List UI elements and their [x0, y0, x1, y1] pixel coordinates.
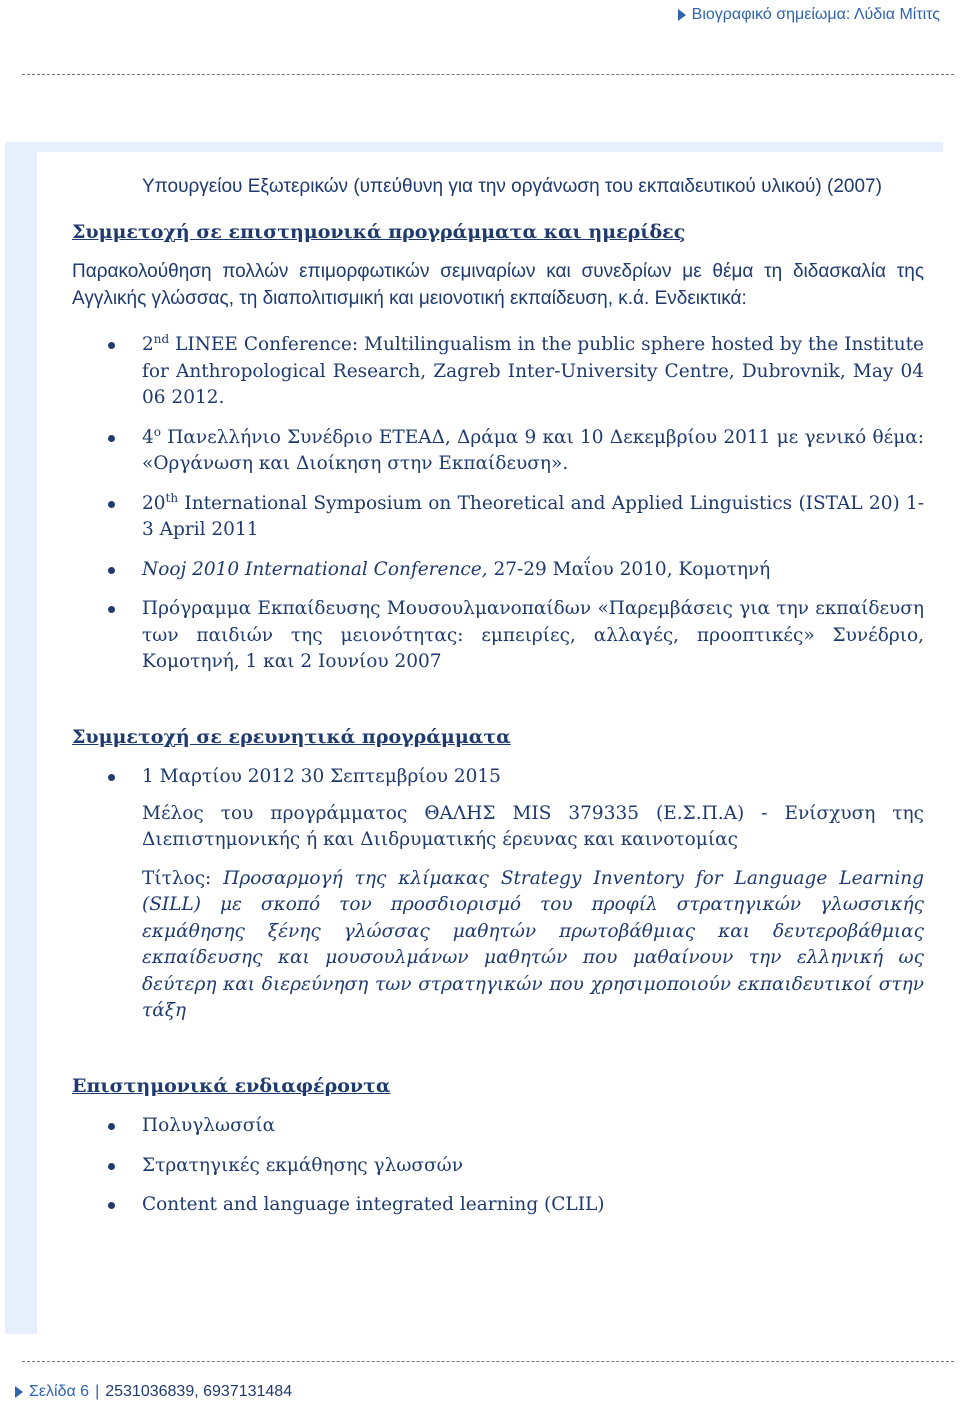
triangle-bullet-icon: [15, 1386, 23, 1398]
program-title: Τίτλος: Προσαρμογή της κλίμακας Strategy Inventory for Language Learning (SILL) με σκοπό τον προσδιορισμό του προφίλ στρατηγικών γλωσσικής εκμάθησης ξένης γλώσσας μαθητών πρωτοβάθμιας και δευτεροβάθμιας εκπαίδευσης και μουσουλμάνων μαθητών που μαθαίνουν την ελληνική ως δεύτερη και διερεύνηση των στρατηγικών που χρησιμοποιούν εκπαιδευτικοί στην τάξη: [142, 867, 924, 1021]
list-item: $4^o$ Πανελλήνιο Συνέδριο ΕΤΕΑΔ, Δράμα 9 και 10 Δεκεμβρίου 2011 με γενικό θέμα: «Οργάνωση και Διοίκηση στην Εκπαίδευση».: [72, 425, 924, 478]
page-footer: [15, 1383, 292, 1401]
page-body: [72, 174, 924, 1219]
list-item: 20th International Symposium on Theoretical and Applied Linguistics (ISTAL 20) 1-3 April 2011: [72, 491, 924, 544]
section2-heading: Συμμετοχή σε ερευνητικά προγράμματα: [72, 725, 511, 748]
footer-separator: |: [95, 1383, 100, 1400]
list-item: Στρατηγικές εκμάθησης γλωσσών: [72, 1153, 924, 1180]
header-title: Βιογραφικό σημείωμα: Λύδια Μίτιτς: [691, 6, 940, 23]
list-item: Content and language integrated learning (CLIL): [72, 1192, 924, 1219]
conference-list: [72, 332, 924, 676]
triangle-bullet-icon: [678, 9, 686, 21]
list-item: 2nd LINEE Conference: Multilingualism in the public sphere hosted by the Institute for Anthropological Research, Zagreb Inter-University Centre, Dubrovnik, May 04 06 2012.: [72, 332, 924, 412]
list-item: Nooj 2010 International Conference, 27-29 Μαΐου 2010, Κομοτηνή: [72, 557, 924, 584]
research-list: [72, 764, 924, 791]
header-divider: [22, 74, 954, 75]
section1-paragraph: Παρακολούθηση πολλών επιμορφωτικών σεμιναρίων και συνεδρίων με θέμα τη διδασκαλία της Αγγλικής γλώσσας, τη διαπολιτισμική και μειονοτική εκπαίδευση, κ.ά. Ενδεικτικά:: [72, 261, 924, 309]
list-item: Πρόγραμμα Εκπαίδευσης Μουσουλμανοπαίδων «Παρεμβάσεις για την εκπαίδευση των παιδιών της μειονότητας: εμπειρίες, αλλαγές, προοπτικές» Συνέδριο, Κομοτηνή, 1 και 2 Ιουνίου 2007: [72, 596, 924, 676]
intro-text: Υπουργείου Εξωτερικών (υπεύθυνη για την οργάνωση του εκπαιδευτικού υλικού) (2007): [142, 176, 882, 197]
section1-heading: Συμμετοχή σε επιστημονικά προγράμματα και ημερίδες: [72, 220, 686, 243]
section3-heading: Επιστημονικά ενδιαφέροντα: [72, 1074, 391, 1097]
program-member-text: Μέλος του προγράμματος ΘΑΛΗΣ MIS 379335 (Ε.Σ.Π.Α) - Ενίσχυση της Διεπιστημονικής ή και Διιδρυματικής έρευνας και καινοτομίας: [142, 802, 924, 850]
footer-phones: 2531036839, 6937131484: [105, 1383, 293, 1400]
list-item: Πολυγλωσσία: [72, 1113, 924, 1140]
running-header: [678, 3, 940, 27]
interests-list: [72, 1113, 924, 1219]
page-number: Σελίδα 6: [29, 1383, 90, 1400]
list-item: 1 Μαρτίου 2012 30 Σεπτεμβρίου 2015: [72, 764, 924, 791]
footer-divider: [22, 1361, 954, 1362]
